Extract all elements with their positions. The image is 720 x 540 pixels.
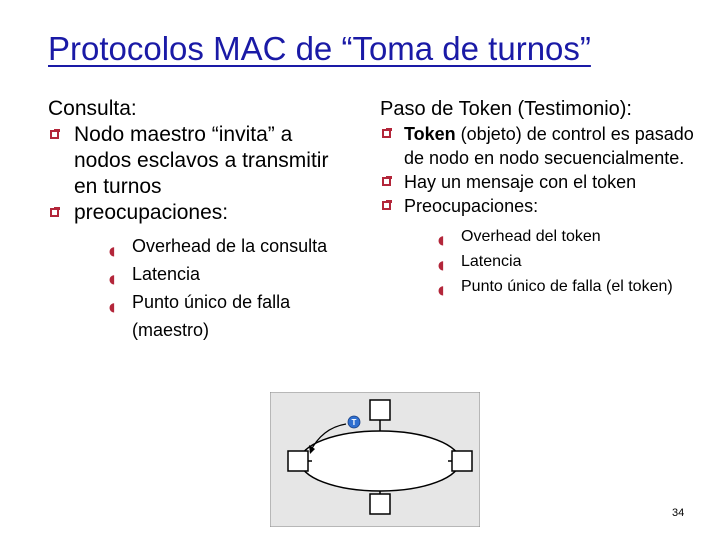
token-bullet-text: Preocupaciones:	[404, 196, 539, 216]
page-number: 34	[672, 507, 685, 519]
polling-bullet	[48, 122, 348, 200]
m-bullet-icon: ◖	[438, 258, 445, 272]
polling-subbullet-text: Overhead de la consulta	[132, 236, 328, 256]
m-bullet-icon: ◖	[109, 244, 116, 258]
polling-bullet-text: preocupaciones:	[74, 201, 229, 224]
node-right	[452, 451, 472, 471]
polling-subbullet-text: Latencia	[132, 264, 201, 284]
ring-ellipse	[300, 431, 460, 491]
token-bullets	[380, 122, 700, 299]
token-bullet-text: Hay un mensaje con el token	[404, 172, 637, 192]
token-bullet	[380, 194, 700, 299]
m-bullet-icon: ◖	[438, 283, 445, 297]
token-bullet	[380, 170, 700, 194]
token-label: T	[351, 418, 357, 427]
m-bullet-icon: ◖	[109, 272, 116, 286]
m-bullet-icon: ◖	[438, 233, 445, 247]
polling-subbullet	[74, 260, 348, 288]
node-left	[288, 451, 308, 471]
right-column	[380, 96, 700, 299]
polling-subbullet	[74, 288, 348, 344]
token-bold-word: Token	[404, 124, 456, 144]
polling-heading: Consulta:	[48, 97, 137, 120]
polling-bullet-text: Nodo maestro “invita” a nodos esclavos a transmitir en turnos	[74, 123, 329, 198]
node-top	[370, 400, 390, 420]
polling-bullets	[48, 122, 348, 344]
node-bottom	[370, 494, 390, 514]
polling-subbullet	[74, 232, 348, 260]
polling-subbullets	[74, 232, 348, 344]
token-bullet	[380, 122, 700, 170]
token-subbullet	[404, 224, 700, 249]
polling-subbullet-text: Punto único de falla (maestro)	[132, 292, 291, 340]
square-bullet-icon	[382, 129, 391, 138]
square-bullet-icon	[50, 208, 59, 217]
token-ring-diagram	[270, 392, 695, 527]
left-column	[48, 96, 348, 344]
polling-bullet	[48, 200, 348, 344]
diagram-background-right	[480, 392, 695, 527]
slide-title: Protocolos MAC de “Toma de turnos”	[48, 30, 591, 67]
square-bullet-icon	[50, 130, 59, 139]
square-bullet-icon	[382, 177, 391, 186]
m-bullet-icon: ◖	[109, 300, 116, 314]
token-heading: Paso de Token (Testimonio):	[380, 98, 632, 120]
token-subbullet	[404, 274, 700, 299]
token-subbullet	[404, 249, 700, 274]
token-subbullet-text: Overhead del token	[461, 228, 601, 245]
token-bullet-text: (objeto) de control es pasado de nodo en nodo secuencialmente.	[404, 124, 694, 168]
token-subbullet-text: Punto único de falla (el token)	[461, 278, 673, 295]
square-bullet-icon	[382, 201, 391, 210]
token-subbullet-text: Latencia	[461, 253, 522, 270]
token-subbullets	[404, 224, 700, 299]
